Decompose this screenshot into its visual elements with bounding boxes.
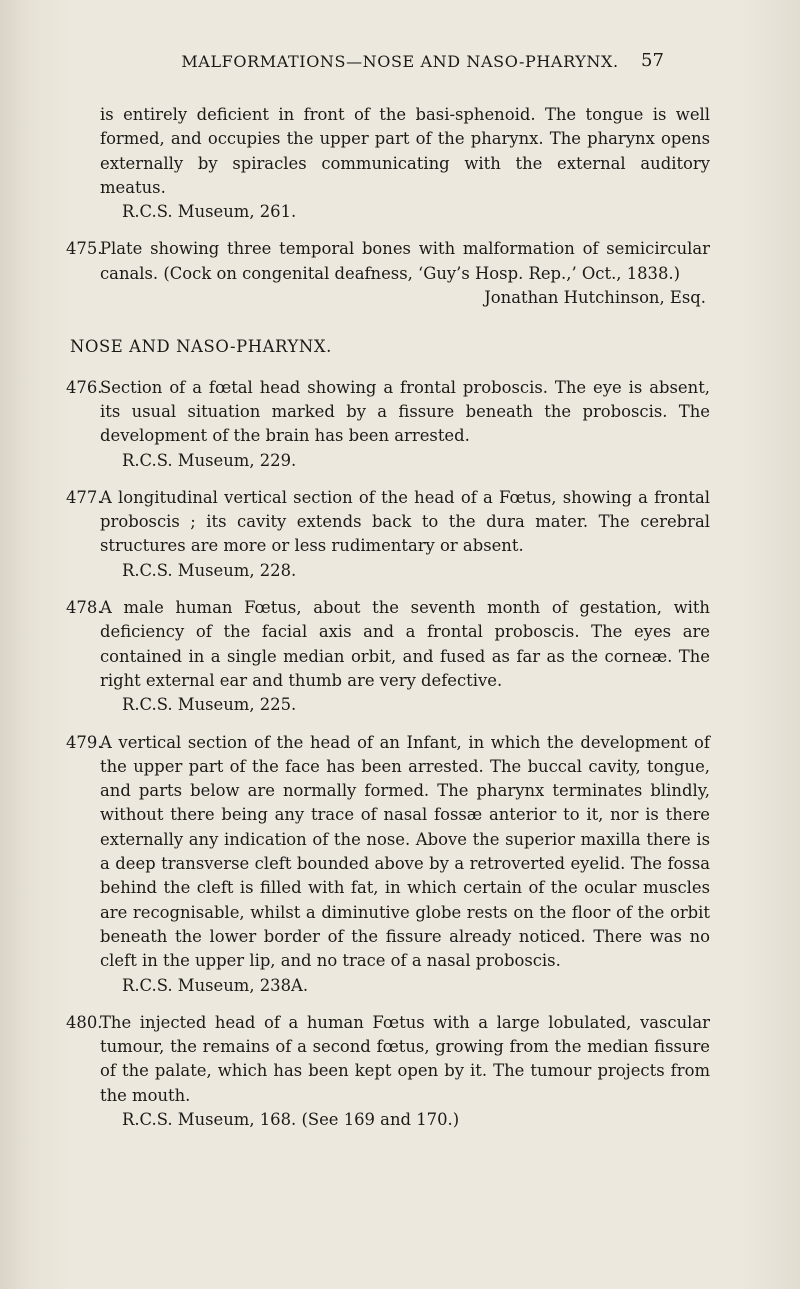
page-body [66,103,710,1145]
entry-475-donor: Jonathan Hutchinson, Esq. [484,288,706,308]
page-number: 57 [641,50,664,71]
entry-479 [66,731,710,998]
entry-476-number: 476. [66,377,103,397]
entry-478 [66,596,710,717]
entry-475 [66,237,710,310]
entry-478-source: R.C.S. Museum, 225. [122,695,297,715]
entry-480-number: 480. [66,1012,103,1032]
entry-480-source: R.C.S. Museum, 168. (See 169 and 170.) [122,1109,460,1129]
entry-480-text: The injected head of a human Fœtus with a large lobulated, vascular tumour, the remains of a second fœtus, growing from the median fissure of the palate, which has been kept open by it. The tumour projects from the mouth. [100,1012,710,1105]
section-heading: NOSE AND NASO-PHARYNX. [70,337,332,357]
entry-476-source: R.C.S. Museum, 229. [122,450,297,470]
continued-entry-text: is entirely deficient in front of the basi-sphenoid. The tongue is well formed, and occupies the upper part of the pharynx. The pharynx opens externally by spiracles communicating with the external auditory meatus. [100,105,710,197]
entry-475-text: Plate showing three temporal bones with malformation of semicircular canals. (Cock on congenital deafness, ‘Guy’s Hosp. Rep.,’ Oct., 1838.) [100,239,710,283]
entry-476-text: Section of a fœtal head showing a frontal proboscis. The eye is absent, its usual situation marked by a fissure beneath the proboscis. The development of the brain has been arrested. [100,377,710,446]
entry-475-number: 475. [66,239,103,259]
entry-478-number: 478. [66,598,103,618]
entry-477-text: A longitudinal vertical section of the head of a Fœtus, showing a frontal proboscis ; its cavity extends back to the dura mater. The cerebral structures are more or less rudimentary or absent. [100,487,710,556]
continued-entry [66,103,710,224]
entry-476 [66,376,710,473]
entry-479-number: 479. [66,732,103,752]
entry-478-text: A male human Fœtus, about the seventh month of gestation, with deficiency of the facial axis and a frontal proboscis. The eyes are contained in a single median orbit, and fused as far as the corneæ. The right external ear and thumb are very defective. [100,598,710,690]
running-head: MALFORMATIONS—NOSE AND NASO-PHARYNX. [181,52,619,71]
entry-479-source: R.C.S. Museum, 238A. [122,975,309,995]
entry-480 [66,1011,710,1132]
entry-477-number: 477. [66,487,103,507]
entry-477 [66,486,710,583]
entry-477-source: R.C.S. Museum, 228. [122,560,297,580]
entry-479-text: A vertical section of the head of an Infant, in which the development of the upper part of the face has been arrested. The buccal cavity, tongue, and parts below are normally formed. The pharynx terminates blindly, without there being any trace of nasal fossæ anterior to it, nor is there externally any indication of the nose. Above the superior maxilla there is a deep transverse cleft bounded above by a retroverted eyelid. The fossa behind the cleft is filled with fat, in which certain of the ocular muscles are recognisable, whilst a diminutive globe rests on the floor of the orbit beneath the lower border of the fissure already noticed. There was no cleft in the upper lip, and no trace of a nasal proboscis. [100,732,710,971]
continued-entry-source: R.C.S. Museum, 261. [122,202,297,222]
